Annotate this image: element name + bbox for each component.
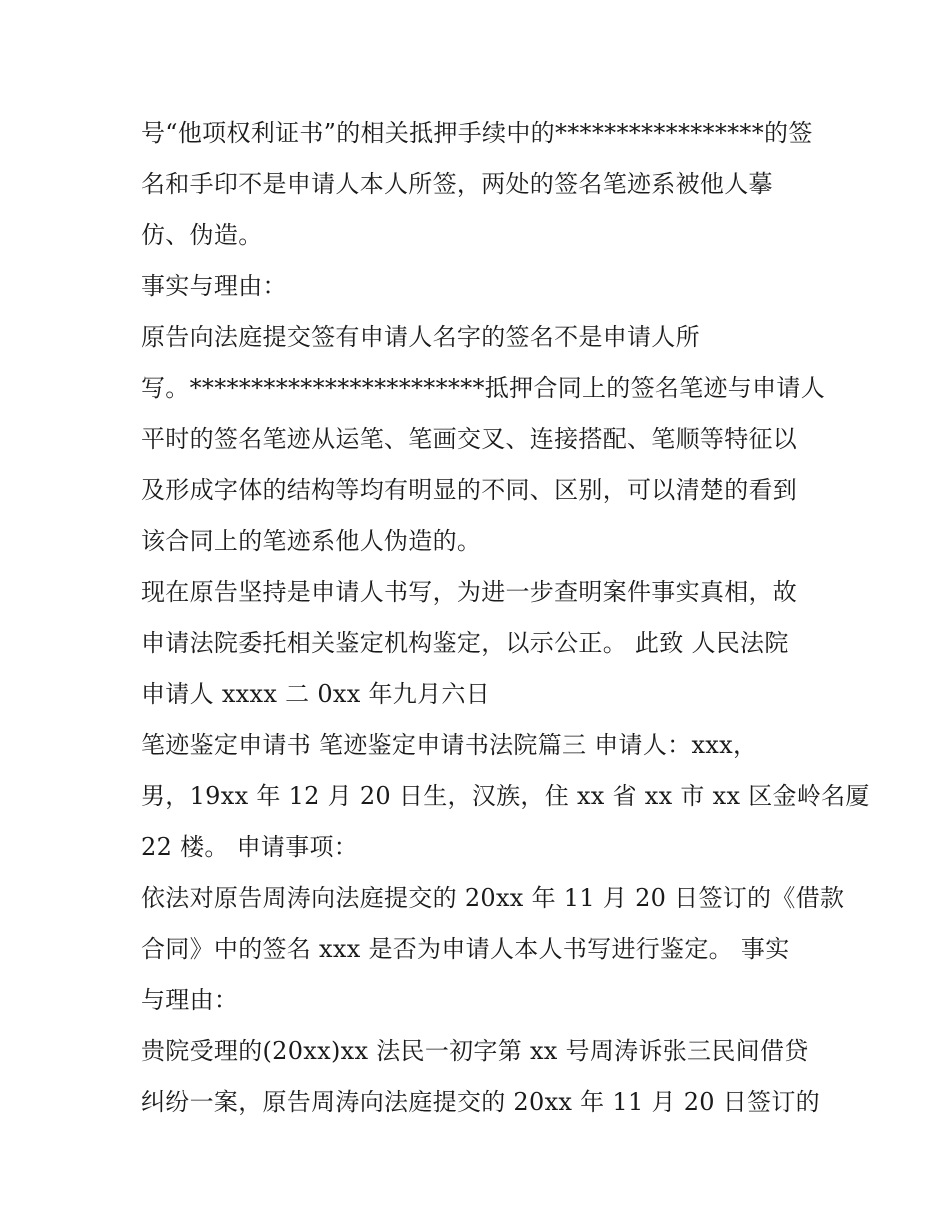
- text-line: 现在原告坚持是申请人书写，为进一步查明案件事实真相，故: [141, 578, 798, 606]
- text-line: 原告向法庭提交签有申请人名字的签名不是申请人所: [141, 323, 700, 351]
- text-line: 平时的签名笔迹从运笔、笔画交叉、连接搭配、笔顺等特征以: [141, 425, 798, 453]
- text-line: 与理由：: [141, 986, 239, 1014]
- text-line: 及形成字体的结构等均有明显的不同、区别，可以清楚的看到: [141, 476, 798, 504]
- document-body: [141, 108, 870, 1128]
- text-line: 纠纷一案，原告周涛向法庭提交的 20xx 年 11 月 20 日签订的: [141, 1088, 820, 1116]
- text-line: 依法对原告周涛向法庭提交的 20xx 年 11 月 20 日签订的《借款: [141, 884, 845, 912]
- section-heading: 事实与理由：: [141, 272, 287, 300]
- text-line: 该合同上的笔迹系他人伪造的。: [141, 527, 482, 555]
- text-line: 申请法院委托相关鉴定机构鉴定，以示公正。 此致 人民法院: [141, 629, 789, 657]
- text-line: 男，19xx 年 12 月 20 日生，汉族，住 xx 省 xx 市 xx 区金岭名厦: [141, 782, 870, 810]
- text-line: 号“他项权利证书”的相关抵押手续中的*****************的签: [141, 119, 813, 147]
- text-line: 仿、伪造。: [141, 221, 263, 249]
- signature-line: 申请人 xxxx 二 0xx 年九月六日: [141, 680, 490, 708]
- text-line: 笔迹鉴定申请书 笔迹鉴定申请书法院篇三 申请人：xxx，: [141, 731, 758, 759]
- text-line: 22 楼。 申请事项：: [141, 833, 359, 861]
- text-line: 写。************************抵押合同上的签名笔迹与申请人: [141, 374, 825, 402]
- text-line: 合同》中的签名 xxx 是否为申请人本人书写进行鉴定。 事实: [141, 935, 790, 963]
- text-line: 名和手印不是申请人本人所签，两处的签名笔迹系被他人摹: [141, 170, 773, 198]
- text-line: 贵院受理的(20xx)xx 法民一初字第 xx 号周涛诉张三民间借贷: [141, 1037, 809, 1065]
